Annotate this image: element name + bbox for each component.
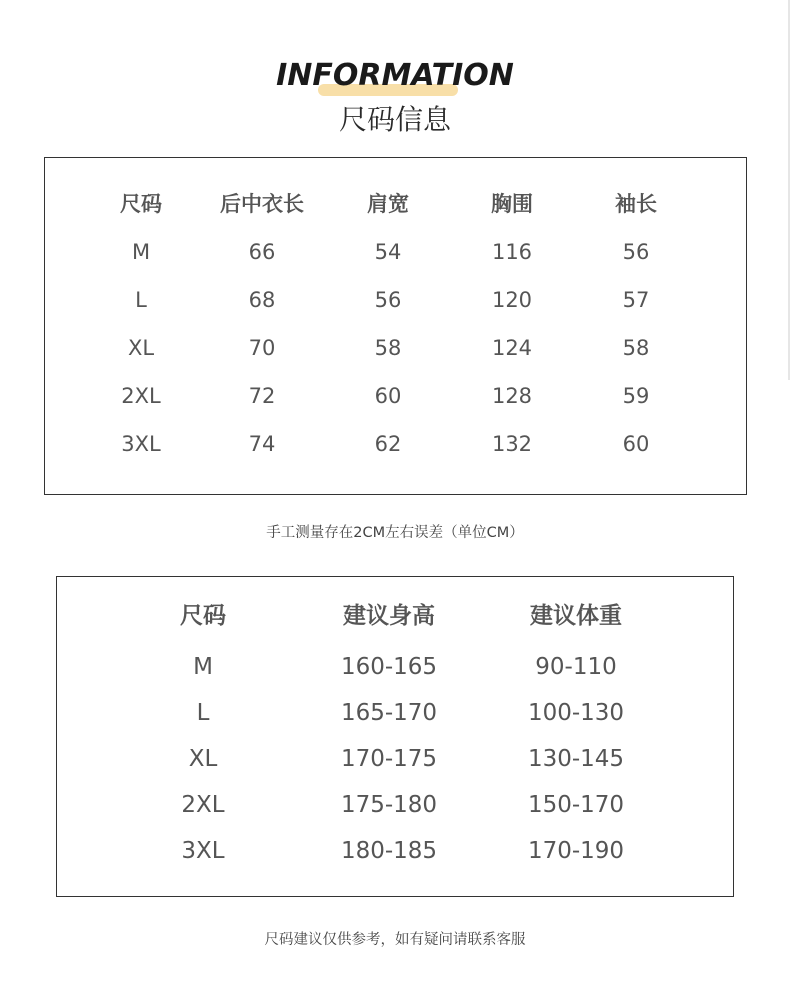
measurement-cell: 58 (374, 336, 402, 360)
measurement-header: 肩宽 (367, 192, 409, 216)
measurement-cell: 58 (622, 336, 650, 360)
measurement-header: 尺码 (120, 192, 162, 216)
recommend-cell: L (196, 700, 210, 726)
measurement-cell: 3XL (121, 432, 161, 456)
measurement-cell: 60 (622, 432, 650, 456)
recommend-header: 建议体重 (530, 603, 622, 629)
measurement-cell: 124 (491, 336, 533, 360)
recommend-cell: 130-145 (527, 746, 625, 772)
recommend-cell: 2XL (181, 792, 225, 818)
recommend-cell: XL (188, 746, 218, 772)
recommend-cell: 100-130 (527, 700, 625, 726)
measurement-cell: 132 (491, 432, 533, 456)
measurement-header: 袖长 (615, 192, 657, 216)
measurement-cell: 2XL (121, 384, 161, 408)
recommend-cell: 170-175 (340, 746, 438, 772)
recommend-cell: 165-170 (340, 700, 438, 726)
measurement-cell: 66 (248, 240, 276, 264)
measurement-cell: L (135, 288, 147, 312)
measurement-cell: 68 (248, 288, 276, 312)
recommend-cell: 175-180 (340, 792, 438, 818)
measurement-note: 手工测量存在2CM左右误差（单位CM） (266, 525, 524, 541)
measurement-cell: 70 (248, 336, 276, 360)
measurement-cell: 128 (491, 384, 533, 408)
page-subtitle: 尺码信息 (338, 103, 451, 136)
recommend-cell: 170-190 (527, 838, 625, 864)
recommend-cell: 90-110 (535, 654, 617, 680)
measurement-cell: 120 (491, 288, 533, 312)
measurement-cell: 56 (374, 288, 402, 312)
recommend-header: 尺码 (180, 603, 226, 629)
measurement-cell: 56 (622, 240, 650, 264)
page-title: INFORMATION (276, 58, 514, 93)
measurement-cell: 57 (622, 288, 650, 312)
recommend-cell: 160-165 (340, 654, 438, 680)
measurement-cell: XL (127, 336, 155, 360)
measurement-cell: M (131, 240, 151, 264)
measurement-cell: 116 (491, 240, 533, 264)
measurement-cell: 72 (248, 384, 276, 408)
measurement-header: 后中衣长 (220, 192, 304, 216)
measurement-cell: 54 (374, 240, 402, 264)
footer-note: 尺码建议仅供参考，如有疑问请联系客服 (264, 932, 526, 948)
measurement-header: 胸围 (491, 192, 533, 216)
measurement-cell: 60 (374, 384, 402, 408)
measurement-cell: 59 (622, 384, 650, 408)
recommend-cell: 180-185 (340, 838, 438, 864)
recommend-cell: 150-170 (527, 792, 625, 818)
measurement-cell: 74 (248, 432, 276, 456)
measurement-cell: 62 (374, 432, 402, 456)
recommend-cell: 3XL (181, 838, 225, 864)
recommend-header: 建议身高 (343, 603, 435, 629)
recommend-cell: M (193, 654, 213, 680)
